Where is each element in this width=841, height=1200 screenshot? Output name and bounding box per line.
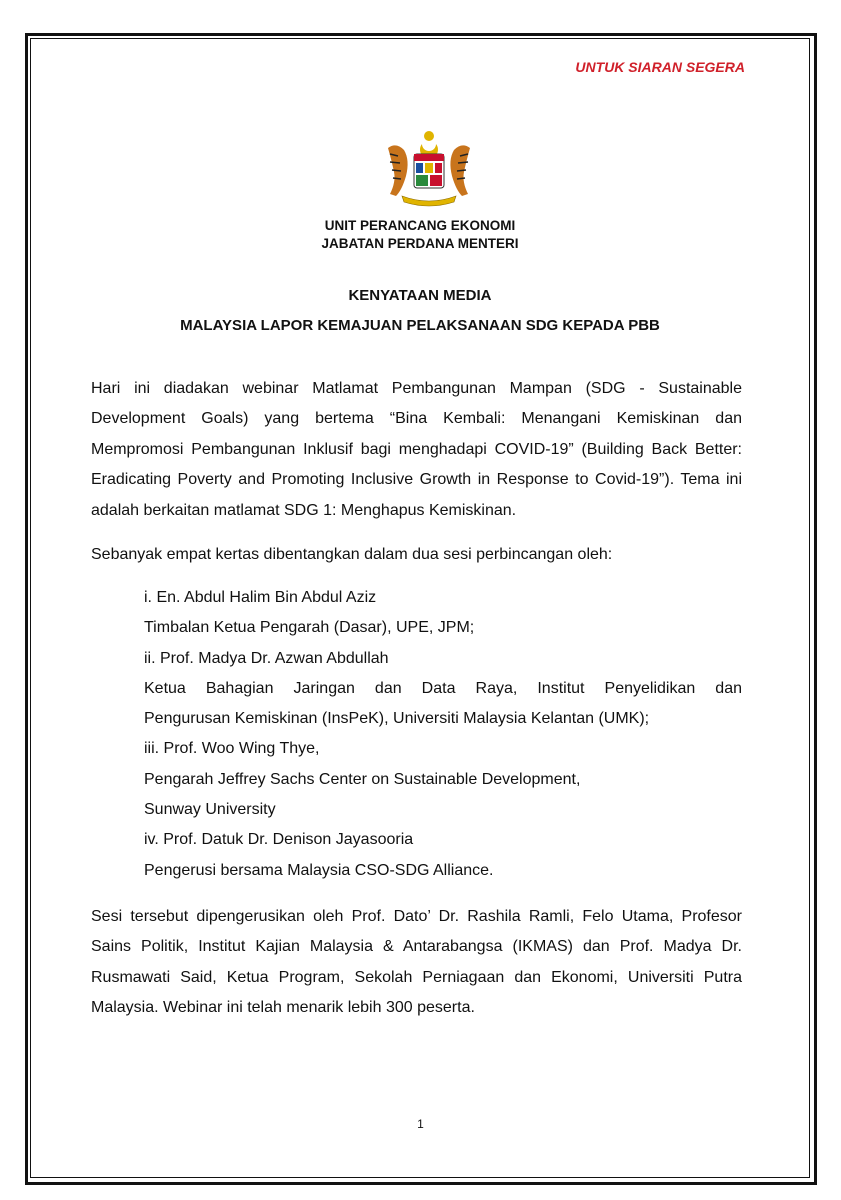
page-number: 1 xyxy=(417,1117,424,1131)
body-paragraph-2: Sebanyak empat kertas dibentangkan dalam dua sesi perbincangan oleh: xyxy=(91,546,613,563)
list-item: iv. Prof. Datuk Dr. Denison Jayasooria xyxy=(144,831,414,849)
org-name: UNIT PERANCANG EKONOMI xyxy=(324,218,516,233)
body-paragraph-1: Hari ini diadakan webinar Matlamat Pembangunan Mampan (SDG - Sustainable Development Goals) yang bertema “Bina Kembali: Menangani Kemiskinan dan Mempromosi Pembangunan Inklusif bagi menghadapi COVID-19” (Building Back Better: Eradicating Poverty and Promoting Inclusive Growth in Response to Covid-19”). Tema ini adalah berkaitan matlamat SDG 1: Menghapus Kemiskinan. xyxy=(91,380,742,519)
list-item: i. En. Abdul Halim Bin Abdul Aziz xyxy=(144,589,377,606)
list-item: Pengerusi bersama Malaysia CSO-SDG Alliance. xyxy=(144,861,494,879)
list-item: Ketua Bahagian Jaringan dan Data Raya, Institut Penyelidikan dan xyxy=(144,679,742,697)
page-title: MALAYSIA LAPOR KEMAJUAN PELAKSANAAN SDG KEPADA PBB xyxy=(180,317,660,334)
org-department: JABATAN PERDANA MENTERI xyxy=(321,236,519,251)
document-type-heading: KENYATAAN MEDIA xyxy=(348,287,492,304)
list-item: Pengurusan Kemiskinan (InsPeK), Universiti Malaysia Kelantan (UMK); xyxy=(144,710,650,728)
list-item: Pengarah Jeffrey Sachs Center on Sustainable Development, xyxy=(144,770,581,788)
body-paragraph-3: Sesi tersebut dipengerusikan oleh Prof. Dato’ Dr. Rashila Ramli, Felo Utama, Profesor Sains Politik, Institut Kajian Malaysia & Antarabangsa (IKMAS) dan Prof. Madya Dr. Rusmawati Said, Ketua Program, Sekolah Perniagaan dan Ekonomi, Universiti Putra Malaysia. Webinar ini telah menarik lebih 300 peserta. xyxy=(91,908,742,1017)
list-item: ii. Prof. Madya Dr. Azwan Abdullah xyxy=(144,649,389,667)
list-item: Sunway University xyxy=(144,801,276,819)
list-item: Timbalan Ketua Pengarah (Dasar), UPE, JPM; xyxy=(144,619,475,637)
list-item: iii. Prof. Woo Wing Thye, xyxy=(144,740,320,758)
release-label: UNTUK SIARAN SEGERA xyxy=(575,59,745,75)
malaysia-coat-of-arms-icon xyxy=(378,128,480,210)
speaker-list xyxy=(144,583,742,886)
